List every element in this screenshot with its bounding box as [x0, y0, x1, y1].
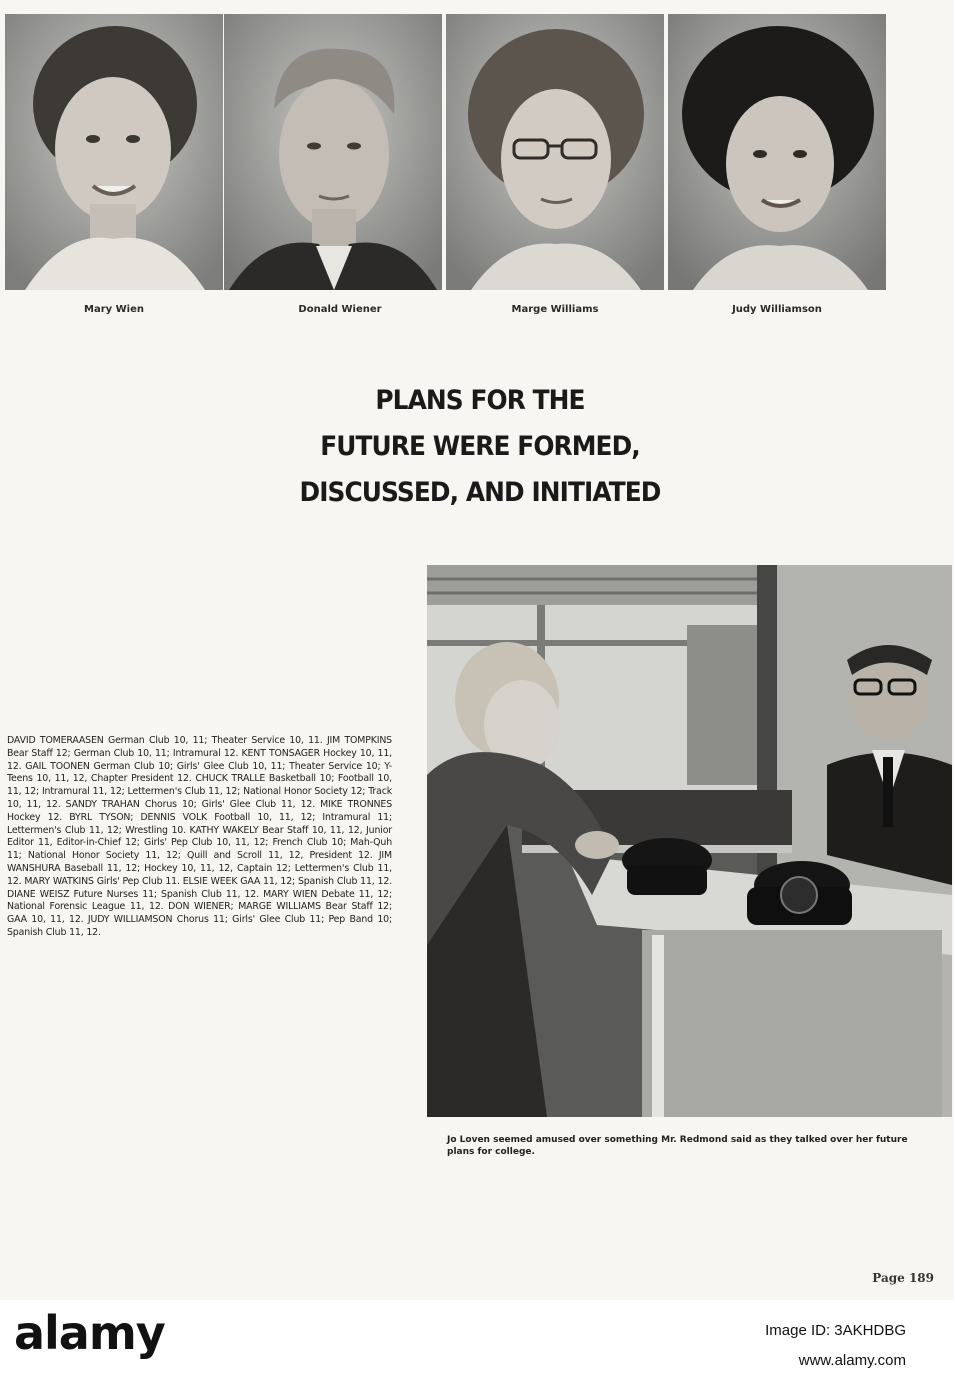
counseling-photo [427, 565, 952, 1117]
page-headline [204, 378, 756, 516]
photo-caption: Jo Loven seemed amused over something Mr. Redmond said as they talked over her future plans for college. [447, 1135, 908, 1157]
portrait-judy-williamson [668, 14, 886, 290]
portrait-caption: Donald Wiener [298, 304, 382, 315]
portrait-caption: Marge Williams [511, 304, 599, 315]
headline-line: PLANS FOR THE [375, 385, 585, 416]
headline-line: DISCUSSED, AND INITIATED [299, 477, 661, 508]
portrait-marge-williams [446, 14, 664, 290]
senior-activities-list: DAVID TOMERAASEN German Club 10, 11; Theater Service 10, 11. JIM TOMPKINS Bear Staff 12; German Club 10, 11; Intramural 12. KENT TONSAGER Hockey 10, 11, 12. GAIL TOONEN German Club 10; Girls' Glee Club 10, 11; Theater Service 10; Y-Teens 10, 11, 12, Chapter President 12. CHUCK TRALLE Basketball 10; Football 10, 11, 12; Intramural 11, 12; Lettermen's Club 11, 12; National Honor Society 12; Track 10, 11, 12. SANDY TRAHAN Chorus 10; Girls' Glee Club 11, 12. MIKE TRONNES Hockey 12. BYRL TYSON; DENNIS VOLK Football 10, 11, 12; Intramural 11; Lettermen's Club 11, 12; Wrestling 10. KATHY WAKELY Bear Staff 10, 11, 12, Junior Editor 11, Editor-in-Chief 12; Girls' Pep Club 10, 11, 12; French Club 10; Mah-Quh 11; National Honor Society 11, 12; Quill and Scroll 11, 12, President 12. JIM WANSHURA Baseball 11, 12; Hockey 10, 11, 12, Captain 12; Lettermen's Club 11, 12. MARY WATKINS Girls' Pep Club 11. ELSIE WEEK GAA 11, 12; Spanish Club 11, 12. DIANE WEISZ Future Nurses 11; Spanish Club 11, 12. MARY WIEN Debate 11, 12; National Forensic League 11, 12. DON WIENER; MARGE WILLIAMS Bear Staff 12; GAA 10, 11, 12. JUDY WILLIAMSON Chorus 11; Girls' Glee Club 11; Pep Band 10; Spanish Club 11, 12. [7, 735, 392, 938]
headline-line: FUTURE WERE FORMED, [320, 431, 640, 462]
site-url: www.alamy.com [798, 1352, 906, 1369]
portrait-caption: Judy Williamson [732, 304, 822, 315]
portrait-caption: Mary Wien [84, 304, 144, 315]
page-number: Page 189 [872, 1271, 934, 1285]
alamy-logo: alamy [14, 1306, 165, 1360]
portrait-donald-wiener [224, 14, 442, 290]
image-id-text: Image ID: 3AKHDBG [765, 1322, 906, 1339]
portrait-mary-wien [5, 14, 223, 290]
